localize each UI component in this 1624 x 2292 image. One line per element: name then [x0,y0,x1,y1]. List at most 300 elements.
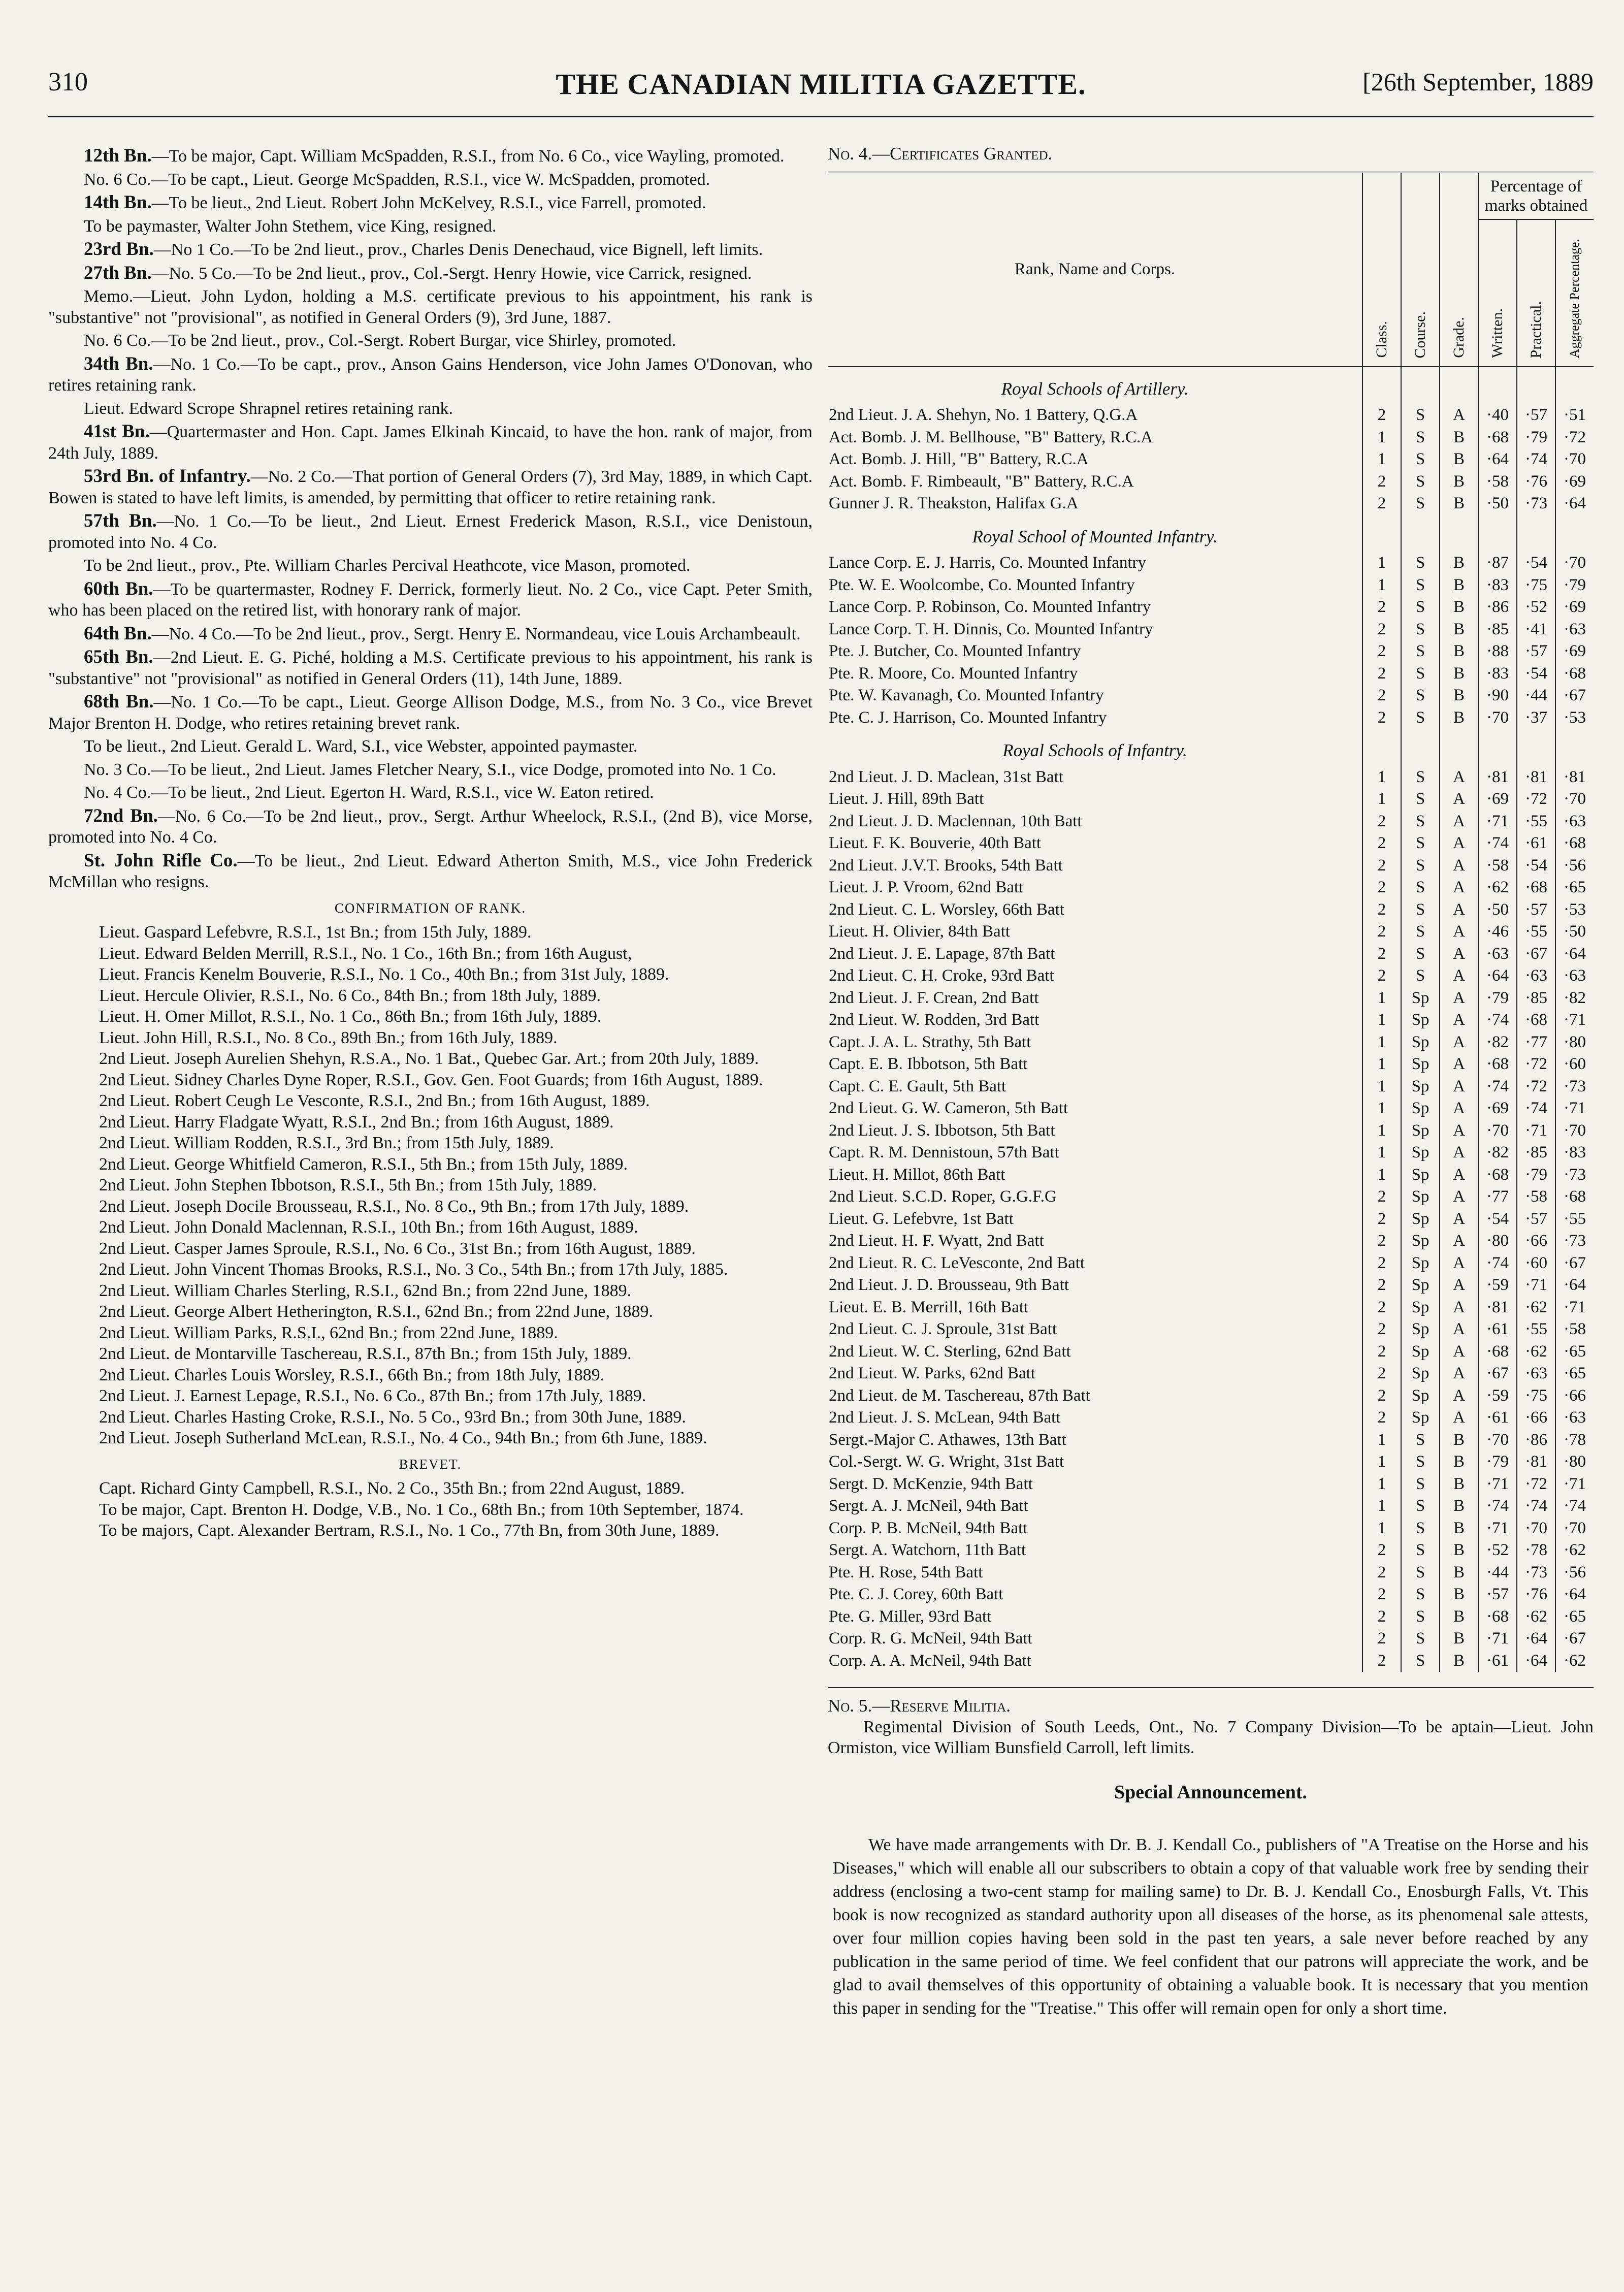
class-cell: 1 [1362,766,1401,789]
class-cell: 2 [1362,965,1401,987]
course-cell: S [1401,574,1440,597]
practical-cell: ·72 [1517,1473,1555,1496]
appointment-entry [48,850,813,893]
written-cell: ·59 [1478,1385,1517,1407]
class-cell: 2 [1362,685,1401,707]
rank-name-cell: Capt. J. A. L. Strathy, 5th Batt [829,1032,1031,1051]
written-cell: ·71 [1478,1628,1517,1650]
practical-cell: ·57 [1517,899,1555,921]
grade-cell: B [1440,1539,1478,1562]
grade-cell: B [1440,596,1478,619]
class-cell: 2 [1362,1584,1401,1606]
class-cell: 2 [1362,1318,1401,1341]
column-rule-cell [1517,729,1555,766]
rank-name-cell: 2nd Lieut. J. D. Maclennan, 10th Batt [829,812,1082,830]
course-cell: Sp [1401,1208,1440,1231]
class-cell: 1 [1362,1120,1401,1142]
left-column [48,143,813,1541]
practical-cell: ·74 [1517,1097,1555,1120]
aggregate-cell: ·70 [1555,1518,1594,1540]
confirmation-entry: 2nd Lieut. Sidney Charles Dyne Roper, R.S.I., Gov. Gen. Foot Guards; from 16th August, 1889. [99,1070,763,1089]
table-row [828,427,1594,449]
grade-cell: A [1440,1385,1478,1407]
course-cell: S [1401,1473,1440,1496]
column-rule-cell [1362,729,1401,766]
confirmation-entry: Lieut. H. Omer Millot, R.S.I., No. 1 Co., 86th Bn.; from 16th July, 1889. [99,1007,602,1026]
grade-cell: A [1440,855,1478,877]
written-cell: ·79 [1478,1451,1517,1473]
appointment-entry [48,239,813,261]
aggregate-cell: ·65 [1555,877,1594,899]
written-cell: ·61 [1478,1650,1517,1672]
right-column [828,143,1594,2038]
course-cell: S [1401,707,1440,729]
written-cell: ·40 [1478,404,1517,427]
appointment-text: —To be major, Capt. William McSpadden, R.S.I., from No. 6 Co., vice Wayling, promoted. [151,147,785,166]
class-cell: 2 [1362,1274,1401,1297]
brevet-entry: To be majors, Capt. Alexander Bertram, R.S.I., No. 1 Co., 77th Bn, from 30th June, 1889. [99,1521,720,1540]
grade-cell: A [1440,1318,1478,1341]
section5-title: No. 5.—Reserve Militia. [828,1696,1011,1716]
rank-name-cell: Pte. W. Kavanagh, Co. Mounted Infantry [829,686,1104,704]
table-row [828,832,1594,855]
practical-cell: ·79 [1517,1164,1555,1186]
class-cell: 2 [1362,493,1401,515]
written-cell: ·63 [1478,943,1517,965]
rank-name-cell: 2nd Lieut. de M. Taschereau, 87th Batt [829,1386,1090,1405]
appointment-entry [48,169,813,190]
grade-cell: A [1440,1097,1478,1120]
practical-cell: ·44 [1517,685,1555,707]
column-rule-cell [1440,729,1478,766]
grade-cell: A [1440,987,1478,1010]
course-cell: Sp [1401,1186,1440,1208]
appointment-entry [48,286,813,328]
unit-name: 57th Bn. [84,510,157,531]
table-row [828,1318,1594,1341]
rank-name-cell: Pte. C. J. Corey, 60th Batt [829,1585,1003,1603]
class-cell: 2 [1362,471,1401,493]
class-cell: 1 [1362,987,1401,1010]
table-row [828,877,1594,899]
written-cell: ·74 [1478,1252,1517,1275]
appointment-entry [48,510,813,553]
course-cell: Sp [1401,1252,1440,1275]
rank-name-cell: Lieut. J. Hill, 89th Batt [829,790,984,808]
appointment-entry [48,216,813,237]
grade-cell: A [1440,1009,1478,1031]
practical-cell: ·66 [1517,1407,1555,1429]
rank-name-cell: Pte. R. Moore, Co. Mounted Infantry [829,664,1078,683]
course-cell: S [1401,811,1440,833]
class-cell: 2 [1362,1562,1401,1584]
class-cell: 2 [1362,1606,1401,1628]
section5-text: Regimental Division of South Leeds, Ont., No. 7 Company Division—To be aptain—Lieut. John Ormiston, vice William Bunsfield Carroll, left limits. [828,1717,1594,1757]
grade-cell: A [1440,1053,1478,1076]
table-row [828,1429,1594,1451]
unit-name: 60th Bn. [84,578,153,599]
aggregate-cell: ·71 [1555,1473,1594,1496]
practical-cell: ·41 [1517,619,1555,641]
header-grade-label: Grade. [1450,317,1468,358]
class-cell: 1 [1362,1495,1401,1518]
table-row [828,1495,1594,1518]
table-row [828,404,1594,427]
unit-name: 41st Bn. [84,421,150,442]
course-cell: S [1401,493,1440,515]
written-cell: ·83 [1478,574,1517,597]
aggregate-cell: ·67 [1555,1252,1594,1275]
rank-name-cell: Sergt.-Major C. Athawes, 13th Batt [829,1430,1066,1449]
rank-name-cell: Capt. C. E. Gault, 5th Batt [829,1077,1006,1095]
written-cell: ·74 [1478,1495,1517,1518]
rank-name-cell: 2nd Lieut. W. Parks, 62nd Batt [829,1364,1035,1382]
grade-cell: B [1440,1606,1478,1628]
course-cell: S [1401,619,1440,641]
class-cell: 2 [1362,640,1401,663]
table-row [828,493,1594,515]
confirmation-entry: Lieut. Gaspard Lefebvre, R.S.I., 1st Bn.; from 15th July, 1889. [99,923,532,942]
course-cell: Sp [1401,1009,1440,1031]
unit-name: 34th Bn. [84,353,153,374]
aggregate-cell: ·71 [1555,1009,1594,1031]
rank-name-cell: 2nd Lieut. J. D. Brousseau, 9th Batt [829,1276,1069,1294]
course-cell: S [1401,1451,1440,1473]
confirmation-entry: 2nd Lieut. Charles Hasting Croke, R.S.I., No. 5 Co., 93rd Bn.; from 30th June, 1889. [99,1407,686,1427]
brevet-entry: To be major, Capt. Brenton H. Dodge, V.B., No. 1 Co., 68th Bn.; from 10th September, 1874. [99,1500,744,1519]
table-row [828,1252,1594,1275]
section-divider [828,1687,1594,1688]
class-cell: 2 [1362,1230,1401,1252]
course-cell: S [1401,448,1440,471]
class-cell: 1 [1362,1053,1401,1076]
grade-cell: A [1440,1076,1478,1098]
appointment-text: —No. 2 Co.—That portion of General Orders (7), 3rd May, 1889, in which Capt. Bowen is stated to have left limits, is amended, by permitting that officer to retire retaining rank. [48,467,813,507]
course-cell: Sp [1401,1318,1440,1341]
unit-name: 12th Bn. [84,145,152,166]
grade-cell: A [1440,1297,1478,1319]
written-cell: ·70 [1478,1429,1517,1451]
aggregate-cell: ·60 [1555,1053,1594,1076]
column-rule-cell [1401,729,1440,766]
class-cell: 2 [1362,899,1401,921]
confirmation-entry: Lieut. Edward Belden Merrill, R.S.I., No. 1 Co., 16th Bn.; from 16th August, [99,944,632,963]
written-cell: ·82 [1478,1031,1517,1054]
table-row [828,1473,1594,1496]
class-cell: 2 [1362,1297,1401,1319]
class-cell: 1 [1362,552,1401,574]
written-cell: ·74 [1478,1009,1517,1031]
course-cell: S [1401,685,1440,707]
rank-name-cell: 2nd Lieut. J. S. Ibbotson, 5th Batt [829,1121,1055,1140]
aggregate-cell: ·64 [1555,1584,1594,1606]
course-cell: Sp [1401,1097,1440,1120]
table-row [828,1120,1594,1142]
grade-cell: A [1440,766,1478,789]
table-row [828,1407,1594,1429]
column-rule-cell [1362,367,1401,405]
rank-name-cell: Pte. C. J. Harrison, Co. Mounted Infantry [829,708,1107,727]
rank-name-cell: Lance Corp. P. Robinson, Co. Mounted Infantry [829,598,1151,616]
grade-cell: A [1440,1164,1478,1186]
course-cell: S [1401,899,1440,921]
appointment-text: To be lieut., 2nd Lieut. Gerald L. Ward, S.I., vice Webster, appointed paymaster. [84,737,638,756]
table-row [828,1097,1594,1120]
table-row [828,1230,1594,1252]
practical-cell: ·63 [1517,1363,1555,1385]
table-row [828,1009,1594,1031]
appointment-text: Lieut. Edward Scrope Shrapnel retires retaining rank. [84,399,453,418]
table-row [828,965,1594,987]
practical-cell: ·74 [1517,448,1555,471]
certificates-table [828,172,1594,1672]
aggregate-cell: ·65 [1555,1341,1594,1363]
written-cell: ·58 [1478,855,1517,877]
aggregate-cell: ·63 [1555,619,1594,641]
written-cell: ·54 [1478,1208,1517,1231]
written-cell: ·71 [1478,1473,1517,1496]
rank-name-cell: Sergt. A. J. McNeil, 94th Batt [829,1497,1028,1515]
written-cell: ·74 [1478,1076,1517,1098]
practical-cell: ·79 [1517,427,1555,449]
header-course-label: Course. [1412,311,1429,358]
practical-cell: ·76 [1517,1584,1555,1606]
aggregate-cell: ·63 [1555,1407,1594,1429]
table-row [828,663,1594,685]
written-cell: ·82 [1478,1142,1517,1164]
written-cell: ·50 [1478,493,1517,515]
class-cell: 2 [1362,855,1401,877]
appointment-entry [48,555,813,576]
class-cell: 2 [1362,1341,1401,1363]
column-rule-cell [1478,729,1517,766]
table-row [828,1363,1594,1385]
confirmation-entry: 2nd Lieut. Joseph Docile Brousseau, R.S.I., No. 8 Co., 9th Bn.; from 17th July, 1889. [99,1197,689,1216]
grade-cell: B [1440,640,1478,663]
table-row [828,1584,1594,1606]
course-cell: Sp [1401,1230,1440,1252]
aggregate-cell: ·80 [1555,1451,1594,1473]
column-rule-cell [1401,515,1440,553]
class-cell: 1 [1362,1518,1401,1540]
aggregate-cell: ·53 [1555,899,1594,921]
practical-cell: ·62 [1517,1297,1555,1319]
appointment-text: —No. 1 Co.—To be lieut., 2nd Lieut. Ernest Frederick Mason, R.S.I., vice Denistoun, promoted into No. 4 Co. [48,512,813,552]
grade-cell: B [1440,1429,1478,1451]
grade-cell: A [1440,788,1478,811]
rank-name-cell: Corp. R. G. McNeil, 94th Batt [829,1629,1032,1648]
written-cell: ·64 [1478,448,1517,471]
rank-name-cell: 2nd Lieut. J.V.T. Brooks, 54th Batt [829,856,1063,875]
appointment-text: —No. 1 Co.—To be capt., Lieut. George Allison Dodge, M.S., from No. 3 Co., vice Brevet Major Brenton H. Dodge, who retires retaining brevet rank. [48,693,813,733]
brevet-entry: Capt. Richard Ginty Campbell, R.S.I., No. 2 Co., 35th Bn.; from 22nd August, 1889. [99,1479,685,1498]
table-row [828,766,1594,789]
table-row [828,1518,1594,1540]
appointment-entry [48,330,813,351]
rank-name-cell: 2nd Lieut. J. D. Maclean, 31st Batt [829,767,1063,786]
rank-name-cell: Lieut. H. Olivier, 84th Batt [829,922,1011,941]
aggregate-cell: ·70 [1555,788,1594,811]
practical-cell: ·86 [1517,1429,1555,1451]
course-cell: Sp [1401,1031,1440,1054]
appointment-text: —To be quartermaster, Rodney F. Derrick, formerly lieut. No. 2 Co., vice Capt. Peter Smith, who has been placed on the retired list, with honorary rank of major. [48,579,813,620]
written-cell: ·87 [1478,552,1517,574]
header-percentage [1478,173,1594,219]
written-cell: ·79 [1478,987,1517,1010]
appointment-text: —No. 5 Co.—To be 2nd lieut., prov., Col.-Sergt. Henry Howie, vice Carrick, resigned. [151,264,752,283]
practical-cell: ·81 [1517,766,1555,789]
course-cell: S [1401,855,1440,877]
header-aggregate-label: Aggregate Percentage. [1567,238,1582,358]
unit-name: 53rd Bn. of Infantry. [84,466,251,487]
grade-cell: B [1440,1495,1478,1518]
class-cell: 2 [1362,1407,1401,1429]
aggregate-cell: ·65 [1555,1363,1594,1385]
written-cell: ·68 [1478,1606,1517,1628]
aggregate-cell: ·53 [1555,707,1594,729]
rank-name-cell: Col.-Sergt. W. G. Wright, 31st Batt [829,1452,1064,1471]
course-cell: S [1401,427,1440,449]
rank-name-cell: 2nd Lieut. S.C.D. Roper, G.G.F.G [829,1187,1057,1206]
rank-name-cell: 2nd Lieut. H. F. Wyatt, 2nd Batt [829,1232,1044,1250]
class-cell: 1 [1362,1429,1401,1451]
announcement-title: Special Announcement. [1114,1781,1308,1803]
class-cell: 2 [1362,707,1401,729]
grade-cell: B [1440,427,1478,449]
column-rule-cell [1440,367,1478,405]
written-cell: ·62 [1478,877,1517,899]
grade-cell: B [1440,448,1478,471]
practical-cell: ·54 [1517,663,1555,685]
course-cell: Sp [1401,1341,1440,1363]
aggregate-cell: ·56 [1555,1562,1594,1584]
course-cell: S [1401,766,1440,789]
class-cell: 1 [1362,1473,1401,1496]
confirmation-entry: 2nd Lieut. Charles Louis Worsley, R.S.I., 66th Bn.; from 18th July, 1889. [99,1365,605,1384]
rank-name-cell: Sergt. A. Watchorn, 11th Batt [829,1541,1026,1559]
class-cell: 2 [1362,943,1401,965]
appointment-entry [48,578,813,621]
unit-name: 68th Bn. [84,691,154,712]
written-cell: ·88 [1478,640,1517,663]
practical-cell: ·55 [1517,1318,1555,1341]
practical-cell: ·70 [1517,1518,1555,1540]
header-percentage-label: Percentage of marks obtained [1484,177,1588,215]
grade-cell: B [1440,1473,1478,1496]
table-row [828,640,1594,663]
practical-cell: ·68 [1517,1009,1555,1031]
gazette-title: THE CANADIAN MILITIA GAZETTE. [556,68,1086,101]
written-cell: ·81 [1478,1297,1517,1319]
course-cell: Sp [1401,1164,1440,1186]
practical-cell: ·55 [1517,921,1555,943]
rank-name-cell: 2nd Lieut. W. C. Sterling, 62nd Batt [829,1342,1071,1361]
confirmation-entry: 2nd Lieut. William Rodden, R.S.I., 3rd Bn.; from 15th July, 1889. [99,1134,554,1152]
header-rule [48,116,1594,117]
grade-cell: B [1440,619,1478,641]
confirmation-list [48,922,813,1449]
class-cell: 1 [1362,1031,1401,1054]
grade-cell: A [1440,877,1478,899]
rank-name-cell: Lieut. E. B. Merrill, 16th Batt [829,1298,1029,1316]
section4-title: No. 4.—Certificates Granted. [828,144,1053,164]
table-row [828,899,1594,921]
appointment-text: To be 2nd lieut., prov., Pte. William Charles Percival Heathcote, vice Mason, promoted. [84,556,691,575]
appointment-entry [48,421,813,464]
table-row [828,811,1594,833]
practical-cell: ·57 [1517,640,1555,663]
practical-cell: ·74 [1517,1495,1555,1518]
appointments-list [48,145,813,893]
course-cell: S [1401,552,1440,574]
aggregate-cell: ·68 [1555,832,1594,855]
practical-cell: ·54 [1517,552,1555,574]
practical-cell: ·54 [1517,855,1555,877]
grade-cell: B [1440,1584,1478,1606]
rank-name-cell: Lieut. J. P. Vroom, 62nd Batt [829,878,1024,896]
aggregate-cell: ·73 [1555,1076,1594,1098]
class-cell: 1 [1362,1164,1401,1186]
table-row [828,574,1594,597]
aggregate-cell: ·58 [1555,1318,1594,1341]
rank-name-cell: Lance Corp. E. J. Harris, Co. Mounted Infantry [829,554,1147,572]
course-cell: Sp [1401,1142,1440,1164]
table-row [828,1385,1594,1407]
table-row [828,1053,1594,1076]
practical-cell: ·68 [1517,877,1555,899]
rank-name-cell: 2nd Lieut. C. J. Sproule, 31st Batt [829,1320,1057,1338]
aggregate-cell: ·62 [1555,1539,1594,1562]
aggregate-cell: ·82 [1555,987,1594,1010]
rank-name-cell: Sergt. D. McKenzie, 94th Batt [829,1474,1033,1493]
aggregate-cell: ·64 [1555,1274,1594,1297]
appointment-entry [48,782,813,803]
table-row [828,1186,1594,1208]
written-cell: ·64 [1478,965,1517,987]
class-cell: 1 [1362,574,1401,597]
course-cell: Sp [1401,1363,1440,1385]
appointment-text: —No 1 Co.—To be 2nd lieut., prov., Charles Denis Denechaud, vice Bignell, left limits. [153,240,763,259]
practical-cell: ·52 [1517,596,1555,619]
written-cell: ·81 [1478,766,1517,789]
header-written [1478,219,1517,367]
grade-cell: B [1440,493,1478,515]
class-cell: 2 [1362,877,1401,899]
announcement-text: We have made arrangements with Dr. B. J. Kendall Co., publishers of "A Treatise on the Horse and his Diseases," which will enable all our subscribers to obtain a copy of that valuable work free by sending their address (enclosing a two-cent stamp for mailing same) to Dr. B. J. Kendall Co., Enosburgh Falls, Vt. This book is now recognized as standard authority upon all diseases of the horse, as its phenomenal sale attests, over four million copies having been sold in the past ten years, a sale never before reached by any publication in the same period of time. We feel confident that our patrons will appreciate the work, and be glad to avail themselves of this opportunity of obtaining a valuable book. It is necessary that you mention this paper in sending for the "Treatise." This offer will remain open for only a short time. [833,1835,1588,2018]
practical-cell: ·55 [1517,811,1555,833]
table-row [828,619,1594,641]
class-cell: 1 [1362,1451,1401,1473]
grade-cell: A [1440,1208,1478,1231]
table-row [828,1164,1594,1186]
class-cell: 2 [1362,619,1401,641]
course-cell: Sp [1401,1407,1440,1429]
practical-cell: ·67 [1517,943,1555,965]
grade-cell: B [1440,663,1478,685]
confirmation-entry: Lieut. Francis Kenelm Bouverie, R.S.I., No. 1 Co., 40th Bn.; from 31st July, 1889. [99,965,669,984]
table-row [828,1341,1594,1363]
class-cell: 2 [1362,1363,1401,1385]
written-cell: ·80 [1478,1230,1517,1252]
appointment-entry [48,759,813,781]
unit-name: 23rd Bn. [84,239,154,260]
appointment-text: Memo.—Lieut. John Lydon, holding a M.S. certificate previous to his appointment, his rank is "substantive" not "provisional", as notified in General Orders (9), 3rd June, 1887. [48,287,813,327]
rank-name-cell: Act. Bomb. F. Rimbeault, "B" Battery, R.C.A [829,472,1134,491]
class-cell: 2 [1362,1186,1401,1208]
rank-name-cell: Corp. P. B. McNeil, 94th Batt [829,1519,1028,1537]
practical-cell: ·76 [1517,471,1555,493]
practical-cell: ·73 [1517,1562,1555,1584]
